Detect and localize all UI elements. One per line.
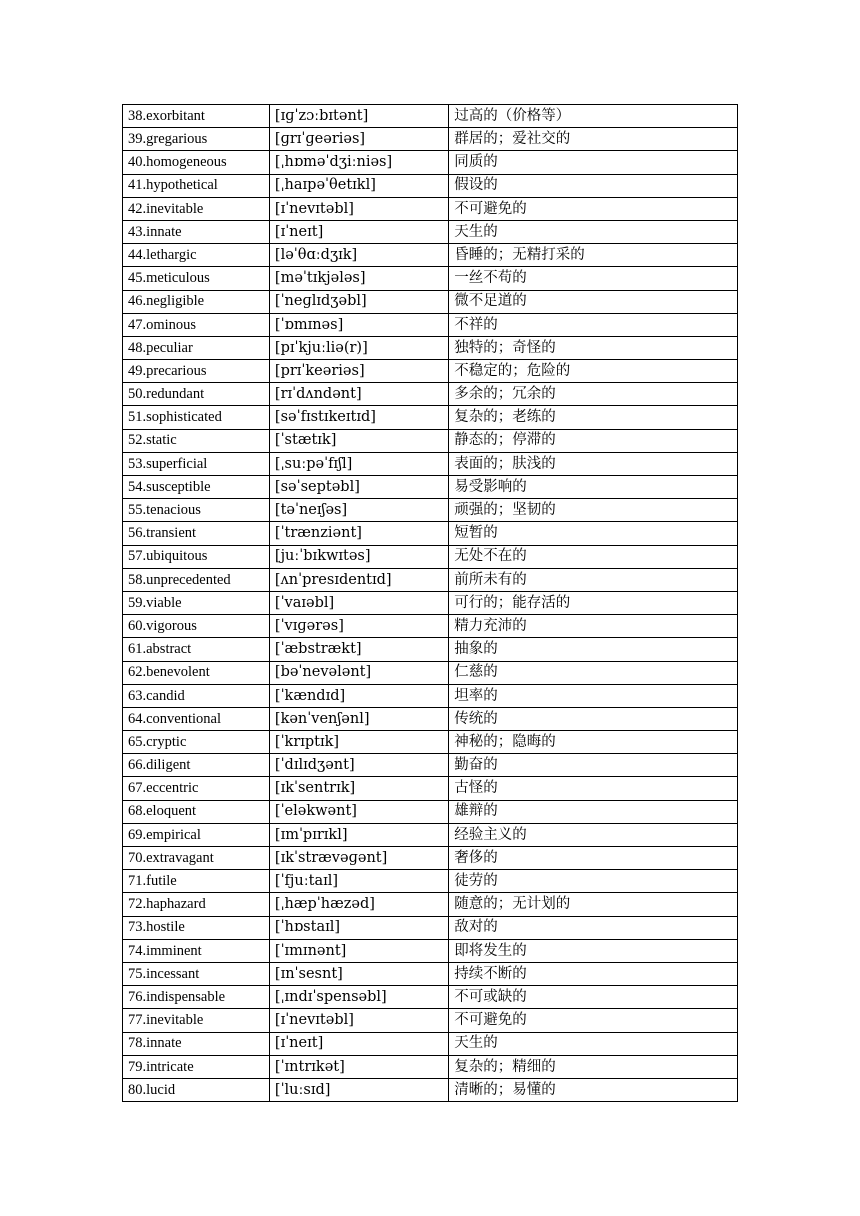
meaning-cell: 坦率的 bbox=[449, 684, 738, 707]
word-cell: 53.superficial bbox=[123, 452, 270, 475]
word-cell: 76.indispensable bbox=[123, 986, 270, 1009]
pronunciation-cell: [ɪˈneɪt] bbox=[269, 1032, 448, 1055]
table-row bbox=[123, 1032, 738, 1055]
meaning-cell: 不可或缺的 bbox=[449, 986, 738, 1009]
meaning-cell: 易受影响的 bbox=[449, 476, 738, 499]
pronunciation-cell: [ˈvɪɡərəs] bbox=[269, 615, 448, 638]
meaning-cell: 神秘的；隐晦的 bbox=[449, 731, 738, 754]
word-cell: 42.inevitable bbox=[123, 197, 270, 220]
vocabulary-table bbox=[122, 104, 738, 1102]
pronunciation-cell: [ˌhɒməˈdʒiːniəs] bbox=[269, 151, 448, 174]
pronunciation-cell: [səˈseptəbl] bbox=[269, 476, 448, 499]
pronunciation-cell: [ɪkˈstrævəɡənt] bbox=[269, 847, 448, 870]
word-cell: 71.futile bbox=[123, 870, 270, 893]
pronunciation-cell: [kənˈvenʃənl] bbox=[269, 707, 448, 730]
table-row bbox=[123, 731, 738, 754]
table-row bbox=[123, 684, 738, 707]
table-row bbox=[123, 151, 738, 174]
meaning-cell: 同质的 bbox=[449, 151, 738, 174]
table-row bbox=[123, 290, 738, 313]
meaning-cell: 抽象的 bbox=[449, 638, 738, 661]
table-row bbox=[123, 476, 738, 499]
table-row bbox=[123, 962, 738, 985]
pronunciation-cell: [prɪˈkeəriəs] bbox=[269, 360, 448, 383]
pronunciation-cell: [səˈfɪstɪkeɪtɪd] bbox=[269, 406, 448, 429]
table-row bbox=[123, 360, 738, 383]
word-cell: 58.unprecedented bbox=[123, 568, 270, 591]
table-row bbox=[123, 452, 738, 475]
meaning-cell: 不可避免的 bbox=[449, 197, 738, 220]
pronunciation-cell: [məˈtɪkjələs] bbox=[269, 267, 448, 290]
pronunciation-cell: [juːˈbɪkwɪtəs] bbox=[269, 545, 448, 568]
meaning-cell: 徒劳的 bbox=[449, 870, 738, 893]
table-row bbox=[123, 1009, 738, 1032]
meaning-cell: 经验主义的 bbox=[449, 823, 738, 846]
meaning-cell: 勤奋的 bbox=[449, 754, 738, 777]
pronunciation-cell: [ˈfjuːtaɪl] bbox=[269, 870, 448, 893]
word-cell: 79.intricate bbox=[123, 1055, 270, 1078]
meaning-cell: 短暂的 bbox=[449, 522, 738, 545]
table-row bbox=[123, 336, 738, 359]
pronunciation-cell: [ˌsuːpəˈfɪʃl] bbox=[269, 452, 448, 475]
table-row bbox=[123, 870, 738, 893]
word-cell: 57.ubiquitous bbox=[123, 545, 270, 568]
meaning-cell: 不可避免的 bbox=[449, 1009, 738, 1032]
word-cell: 41.hypothetical bbox=[123, 174, 270, 197]
pronunciation-cell: [ləˈθɑːdʒɪk] bbox=[269, 244, 448, 267]
meaning-cell: 独特的；奇怪的 bbox=[449, 336, 738, 359]
pronunciation-cell: [ɪɡˈzɔːbɪtənt] bbox=[269, 105, 448, 128]
meaning-cell: 传统的 bbox=[449, 707, 738, 730]
table-row bbox=[123, 383, 738, 406]
pronunciation-cell: [ˌhaɪpəˈθetɪkl] bbox=[269, 174, 448, 197]
word-cell: 46.negligible bbox=[123, 290, 270, 313]
table-row bbox=[123, 591, 738, 614]
meaning-cell: 过高的（价格等） bbox=[449, 105, 738, 128]
word-cell: 62.benevolent bbox=[123, 661, 270, 684]
pronunciation-cell: [ˈneɡlɪdʒəbl] bbox=[269, 290, 448, 313]
meaning-cell: 多余的；冗余的 bbox=[449, 383, 738, 406]
meaning-cell: 前所未有的 bbox=[449, 568, 738, 591]
word-cell: 39.gregarious bbox=[123, 128, 270, 151]
word-cell: 69.empirical bbox=[123, 823, 270, 846]
meaning-cell: 表面的；肤浅的 bbox=[449, 452, 738, 475]
table-row bbox=[123, 197, 738, 220]
table-row bbox=[123, 638, 738, 661]
word-cell: 60.vigorous bbox=[123, 615, 270, 638]
pronunciation-cell: [ˌɪndɪˈspensəbl] bbox=[269, 986, 448, 1009]
meaning-cell: 天生的 bbox=[449, 220, 738, 243]
table-row bbox=[123, 754, 738, 777]
word-cell: 51.sophisticated bbox=[123, 406, 270, 429]
meaning-cell: 持续不断的 bbox=[449, 962, 738, 985]
word-cell: 48.peculiar bbox=[123, 336, 270, 359]
word-cell: 43.innate bbox=[123, 220, 270, 243]
meaning-cell: 一丝不苟的 bbox=[449, 267, 738, 290]
word-cell: 38.exorbitant bbox=[123, 105, 270, 128]
meaning-cell: 复杂的；老练的 bbox=[449, 406, 738, 429]
pronunciation-cell: [ˈtrænziənt] bbox=[269, 522, 448, 545]
pronunciation-cell: [ɪˈneɪt] bbox=[269, 220, 448, 243]
word-cell: 55.tenacious bbox=[123, 499, 270, 522]
word-cell: 70.extravagant bbox=[123, 847, 270, 870]
table-row bbox=[123, 661, 738, 684]
table-row bbox=[123, 244, 738, 267]
pronunciation-cell: [ˌhæpˈhæzəd] bbox=[269, 893, 448, 916]
word-cell: 67.eccentric bbox=[123, 777, 270, 800]
table-row bbox=[123, 800, 738, 823]
word-cell: 65.cryptic bbox=[123, 731, 270, 754]
meaning-cell: 奢侈的 bbox=[449, 847, 738, 870]
table-row bbox=[123, 568, 738, 591]
meaning-cell: 天生的 bbox=[449, 1032, 738, 1055]
vocabulary-table-body bbox=[123, 105, 738, 1102]
word-cell: 74.imminent bbox=[123, 939, 270, 962]
table-row bbox=[123, 406, 738, 429]
word-cell: 49.precarious bbox=[123, 360, 270, 383]
table-row bbox=[123, 267, 738, 290]
pronunciation-cell: [ɪˈnevɪtəbl] bbox=[269, 197, 448, 220]
meaning-cell: 昏睡的；无精打采的 bbox=[449, 244, 738, 267]
pronunciation-cell: [ˈdɪlɪdʒənt] bbox=[269, 754, 448, 777]
word-cell: 45.meticulous bbox=[123, 267, 270, 290]
meaning-cell: 不稳定的；危险的 bbox=[449, 360, 738, 383]
word-cell: 66.diligent bbox=[123, 754, 270, 777]
pronunciation-cell: [ˈkændɪd] bbox=[269, 684, 448, 707]
pronunciation-cell: [ˈluːsɪd] bbox=[269, 1078, 448, 1101]
pronunciation-cell: [pɪˈkjuːliə(r)] bbox=[269, 336, 448, 359]
word-cell: 75.incessant bbox=[123, 962, 270, 985]
pronunciation-cell: [təˈneɪʃəs] bbox=[269, 499, 448, 522]
meaning-cell: 群居的；爱社交的 bbox=[449, 128, 738, 151]
table-row bbox=[123, 128, 738, 151]
pronunciation-cell: [ɪˈnevɪtəbl] bbox=[269, 1009, 448, 1032]
pronunciation-cell: [ˈɪmɪnənt] bbox=[269, 939, 448, 962]
meaning-cell: 雄辩的 bbox=[449, 800, 738, 823]
table-row bbox=[123, 1078, 738, 1101]
pronunciation-cell: [ˈɒmɪnəs] bbox=[269, 313, 448, 336]
meaning-cell: 无处不在的 bbox=[449, 545, 738, 568]
pronunciation-cell: [ˈvaɪəbl] bbox=[269, 591, 448, 614]
table-row bbox=[123, 823, 738, 846]
pronunciation-cell: [ˈstætɪk] bbox=[269, 429, 448, 452]
meaning-cell: 仁慈的 bbox=[449, 661, 738, 684]
table-row bbox=[123, 707, 738, 730]
table-row bbox=[123, 615, 738, 638]
table-row bbox=[123, 499, 738, 522]
meaning-cell: 古怪的 bbox=[449, 777, 738, 800]
meaning-cell: 微不足道的 bbox=[449, 290, 738, 313]
pronunciation-cell: [bəˈnevələnt] bbox=[269, 661, 448, 684]
word-cell: 63.candid bbox=[123, 684, 270, 707]
word-cell: 73.hostile bbox=[123, 916, 270, 939]
table-row bbox=[123, 174, 738, 197]
word-cell: 77.inevitable bbox=[123, 1009, 270, 1032]
pronunciation-cell: [ˈɪntrɪkət] bbox=[269, 1055, 448, 1078]
word-cell: 40.homogeneous bbox=[123, 151, 270, 174]
meaning-cell: 清晰的；易懂的 bbox=[449, 1078, 738, 1101]
table-row bbox=[123, 916, 738, 939]
pronunciation-cell: [ˈhɒstaɪl] bbox=[269, 916, 448, 939]
word-cell: 68.eloquent bbox=[123, 800, 270, 823]
word-cell: 80.lucid bbox=[123, 1078, 270, 1101]
pronunciation-cell: [ˈæbstrækt] bbox=[269, 638, 448, 661]
word-cell: 50.redundant bbox=[123, 383, 270, 406]
word-cell: 78.innate bbox=[123, 1032, 270, 1055]
meaning-cell: 假设的 bbox=[449, 174, 738, 197]
table-row bbox=[123, 220, 738, 243]
meaning-cell: 不祥的 bbox=[449, 313, 738, 336]
table-row bbox=[123, 522, 738, 545]
pronunciation-cell: [ˈeləkwənt] bbox=[269, 800, 448, 823]
table-row bbox=[123, 893, 738, 916]
table-row bbox=[123, 939, 738, 962]
word-cell: 54.susceptible bbox=[123, 476, 270, 499]
word-cell: 61.abstract bbox=[123, 638, 270, 661]
meaning-cell: 顽强的；坚韧的 bbox=[449, 499, 738, 522]
meaning-cell: 可行的；能存活的 bbox=[449, 591, 738, 614]
meaning-cell: 即将发生的 bbox=[449, 939, 738, 962]
pronunciation-cell: [ɡrɪˈɡeəriəs] bbox=[269, 128, 448, 151]
table-row bbox=[123, 777, 738, 800]
word-cell: 44.lethargic bbox=[123, 244, 270, 267]
meaning-cell: 静态的；停滞的 bbox=[449, 429, 738, 452]
word-cell: 47.ominous bbox=[123, 313, 270, 336]
table-row bbox=[123, 847, 738, 870]
table-row bbox=[123, 429, 738, 452]
meaning-cell: 复杂的；精细的 bbox=[449, 1055, 738, 1078]
pronunciation-cell: [ʌnˈpresɪdentɪd] bbox=[269, 568, 448, 591]
pronunciation-cell: [ɪnˈsesnt] bbox=[269, 962, 448, 985]
meaning-cell: 精力充沛的 bbox=[449, 615, 738, 638]
word-cell: 52.static bbox=[123, 429, 270, 452]
table-row bbox=[123, 1055, 738, 1078]
table-row bbox=[123, 105, 738, 128]
table-row bbox=[123, 545, 738, 568]
pronunciation-cell: [ɪmˈpɪrɪkl] bbox=[269, 823, 448, 846]
word-cell: 72.haphazard bbox=[123, 893, 270, 916]
meaning-cell: 敌对的 bbox=[449, 916, 738, 939]
table-row bbox=[123, 986, 738, 1009]
word-cell: 64.conventional bbox=[123, 707, 270, 730]
pronunciation-cell: [rɪˈdʌndənt] bbox=[269, 383, 448, 406]
word-cell: 59.viable bbox=[123, 591, 270, 614]
meaning-cell: 随意的；无计划的 bbox=[449, 893, 738, 916]
word-cell: 56.transient bbox=[123, 522, 270, 545]
pronunciation-cell: [ˈkrɪptɪk] bbox=[269, 731, 448, 754]
pronunciation-cell: [ɪkˈsentrɪk] bbox=[269, 777, 448, 800]
table-row bbox=[123, 313, 738, 336]
